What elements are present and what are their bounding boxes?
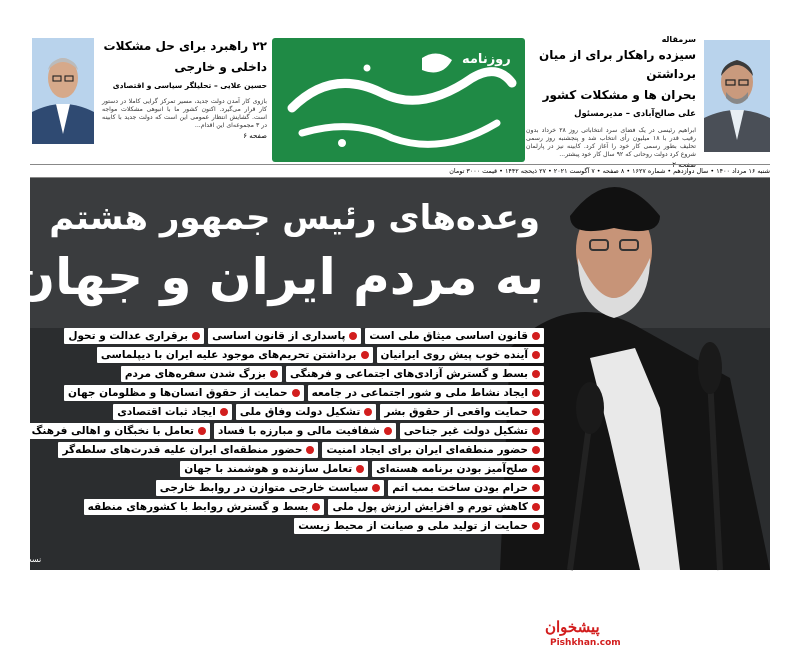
bullet-dot-icon	[532, 446, 540, 454]
bullet-dot-icon	[384, 427, 392, 435]
promises-row	[44, 366, 544, 382]
promise-text: حضور منطقه‌ای ایران علیه قدرت‌های سلطه‌گر	[62, 444, 303, 456]
promises-row	[44, 328, 544, 344]
promises-row	[44, 442, 544, 458]
analyst-portrait	[32, 38, 94, 144]
promise-item	[180, 461, 368, 477]
bullet-dot-icon	[356, 465, 364, 473]
main-headline-line-1: وعده‌های رئیس جمهور هشتم	[49, 198, 540, 238]
promise-text: حمایت واقعی از حقوق بشر	[384, 406, 528, 418]
promise-item	[64, 328, 204, 344]
bullet-dot-icon	[532, 522, 540, 530]
dateline: شنبه ۱۶ مرداد ۱۴۰۰ • سال دوازدهم • شماره ۱۶۲۷ • ۸ صفحه • ۷ آگوست ۲۰۲۱ • ۲۷ ذیحجه ۱۴۴۲ • قیمت ۳۰۰۰ تومان	[30, 164, 770, 178]
promises-list	[31, 328, 544, 537]
promises-row	[44, 480, 544, 496]
promises-row	[44, 385, 544, 401]
logo-small-text: روزنامه	[462, 52, 511, 67]
bullet-dot-icon	[532, 332, 540, 340]
promise-text: شفافیت مالی و مبارزه با فساد	[217, 425, 380, 437]
promise-text: حمایت از حقوق انسان‌ها و مظلومان جهان	[68, 387, 288, 399]
promise-text: قانون اساسی میثاق ملی است	[369, 330, 528, 342]
promise-item	[58, 442, 318, 458]
watermark-url: Pishkhan.com	[550, 638, 621, 648]
promise-item	[28, 423, 210, 439]
masthead	[0, 0, 800, 175]
analysis-page-ref: صفحه ۶	[243, 132, 267, 140]
editorial-headline-line-1: سیزده راهکار برای از میان برداشتن	[538, 48, 696, 81]
bullet-dot-icon	[532, 484, 540, 492]
bullet-dot-icon	[532, 351, 540, 359]
promise-text: برداشتن تحریم‌های موجود علیه ایران با دیپلماسی	[100, 349, 357, 361]
bullet-dot-icon	[198, 427, 206, 435]
promise-item	[328, 499, 544, 515]
bullet-dot-icon	[292, 389, 300, 397]
promises-row	[31, 423, 544, 439]
promise-item	[64, 385, 304, 401]
promise-item	[121, 366, 282, 382]
page-number: نسخت ۷	[12, 555, 42, 564]
promise-text: تشکیل دولت وفاق ملی	[239, 406, 361, 418]
promises-row	[44, 404, 544, 420]
promise-item	[380, 404, 544, 420]
editorial-headline-line-2: بحران ها و مشکلات کشور	[542, 88, 696, 102]
promise-item	[97, 347, 373, 363]
promises-row	[44, 461, 544, 477]
analysis-headline-line-2: داخلی و خارجی	[174, 60, 267, 74]
editorial-page-ref: صفحه ۲	[672, 161, 696, 169]
bullet-dot-icon	[532, 427, 540, 435]
promise-text: بسط و گسترش آزادی‌های اجتماعی و فرهنگی	[290, 368, 528, 380]
promise-item	[365, 328, 544, 344]
promise-item	[214, 423, 396, 439]
bullet-dot-icon	[349, 332, 357, 340]
analysis-column	[102, 35, 267, 140]
editorial-column	[526, 35, 696, 169]
promise-text: تعامل سازنده و هوشمند با جهان	[184, 463, 353, 475]
promise-text: بزرگ شدن سفره‌های مردم	[124, 368, 266, 380]
bullet-dot-icon	[306, 446, 314, 454]
bullet-dot-icon	[270, 370, 278, 378]
bullet-dot-icon	[361, 351, 369, 359]
editor-portrait	[704, 40, 770, 152]
analysis-headline-line-1: ۲۲ راهبرد برای حل مشکلات	[103, 39, 267, 53]
promise-item	[208, 328, 361, 344]
analysis-byline: حسین علایی – تحلیلگر سیاسی و اقتصادی	[112, 81, 267, 90]
promise-text: کاهش تورم و افزایش ارزش پول ملی	[332, 501, 528, 513]
promise-text: پاسداری از قانون اساسی	[212, 330, 346, 342]
promise-text: حضور منطقه‌ای ایران برای ایجاد امنیت	[326, 444, 528, 456]
promise-text: حمایت از تولید ملی و صیانت از محیط زیست	[298, 520, 528, 532]
bullet-dot-icon	[532, 503, 540, 511]
editorial-byline: علی صالح‌آبادی – مدیرمسئول	[574, 109, 696, 119]
promise-item	[294, 518, 544, 534]
promise-item	[84, 499, 325, 515]
promise-item	[388, 480, 544, 496]
promise-item	[286, 366, 544, 382]
editorial-snippet: ابراهیم رئیسی در یک فضای سرد انتخاباتی روز ۲۸ خرداد بدون رقیب قدر با ۱۸ میلیون رأی انتخاب شد و پنجشنبه روز رسمی تحلیف بطور رسمی کار خود را آغاز کرد. کابینه نیز در پارلمان شروع کرد دولت روحانی که ۹۲ سال کار خود پیشتر...	[526, 127, 697, 158]
promise-text: صلح‌آمیز بودن برنامه هسته‌ای	[376, 463, 528, 475]
promises-row	[44, 518, 544, 534]
promise-item	[308, 385, 544, 401]
bullet-dot-icon	[364, 408, 372, 416]
promise-item	[236, 404, 376, 420]
bullet-dot-icon	[372, 484, 380, 492]
promise-item	[322, 442, 544, 458]
promise-text: بسط و گسترش روابط با کشورهای منطقه	[87, 501, 309, 513]
bullet-dot-icon	[532, 389, 540, 397]
watermark-logo: پیشخوان	[545, 618, 600, 636]
analysis-snippet: بازوی کار آمدن دولت جدید، مسیر تمرکز گرایی کاملا در دستور کار قرار می‌گیرد. اکنون کشور ما با انبوهی مشکلات مواجه است. گشایش انتظار عمومی این است که دولت جدید با کابینه در ۳ مجموعه‌ای این اقدام...	[102, 98, 267, 129]
promise-text: سیاست خارجی متوازن در روابط خارجی	[159, 482, 369, 494]
promises-row	[44, 347, 544, 363]
promise-text: ایجاد نشاط ملی و شور اجتماعی در جامعه	[311, 387, 528, 399]
promise-text: ایجاد ثبات اقتصادی	[117, 406, 216, 418]
bullet-dot-icon	[532, 408, 540, 416]
promise-item	[372, 461, 544, 477]
newspaper-logo	[272, 38, 525, 162]
promise-text: حرام بودن ساخت بمب اتم	[392, 482, 528, 494]
promise-item	[400, 423, 544, 439]
promise-text: تعامل با نخبگان و اهالی فرهنگ	[31, 425, 194, 437]
bullet-dot-icon	[220, 408, 228, 416]
promise-item	[377, 347, 545, 363]
main-headline-line-2: به مردم ایران و جهان	[12, 248, 544, 306]
bullet-dot-icon	[532, 370, 540, 378]
promises-row	[44, 499, 544, 515]
editorial-kicker: سرمقاله	[661, 35, 696, 44]
promise-item	[113, 404, 232, 420]
bullet-dot-icon	[312, 503, 320, 511]
promise-text: برقراری عدالت و تحول	[68, 330, 189, 342]
promise-text: آینده خوب پیش روی ایرانیان	[380, 349, 528, 361]
bullet-dot-icon	[532, 465, 540, 473]
bullet-dot-icon	[192, 332, 200, 340]
promise-text: تشکیل دولت غیر جناحی	[403, 425, 528, 437]
promise-item	[156, 480, 385, 496]
